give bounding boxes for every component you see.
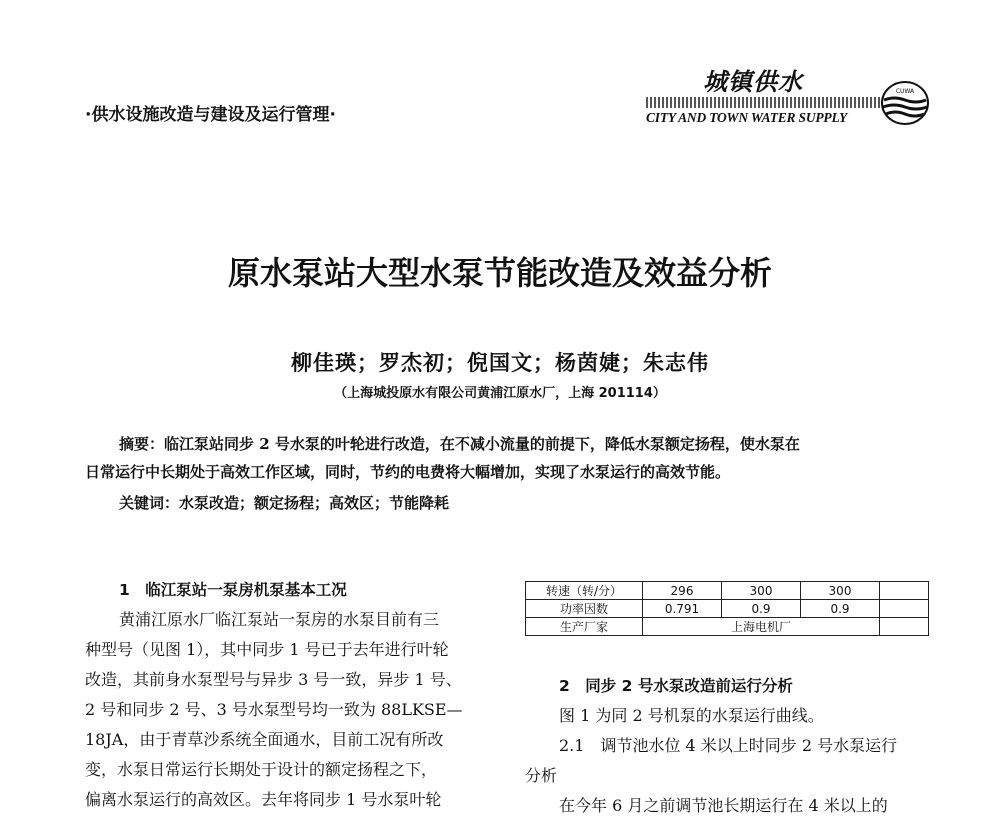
abstract-line-2: 日常运行中长期处于高效工作区域，同时，节约的电费将大幅增加，实现了水泵运行的高效节能。 — [85, 463, 731, 481]
body-line: 在今年 6 月之前调节池长期运行在 4 米以上的 — [559, 796, 888, 815]
body-line: 种型号（见图 1），其中同步 1 号已于去年进行叶轮 — [85, 640, 449, 659]
table-cell-merged: 上海电机厂 — [643, 618, 880, 636]
body-line: 改造，其前身水泵型号与异步 3 号一致，异步 1 号、 — [85, 670, 462, 689]
table-row — [526, 582, 929, 600]
keywords-text: 水泵改造；额定扬程；高效区；节能降耗 — [179, 494, 450, 512]
table-cell — [880, 600, 929, 618]
header-shade-bar — [646, 97, 882, 108]
body-line: 黄浦江原水厂临江泵站一泵房的水泵目前有三 — [119, 610, 440, 629]
journal-title-en: CITY AND TOWN WATER SUPPLY — [646, 110, 848, 125]
table-cell: 0.791 — [643, 600, 722, 618]
table-row — [526, 618, 929, 636]
table-row-label: 功率因数 — [526, 600, 643, 618]
keywords — [119, 492, 449, 513]
body-line: 18JA，由于青草沙系统全面通水，目前工况有所改 — [85, 730, 444, 749]
body-line: 变，水泵日常运行长期处于设计的额定扬程之下， — [85, 760, 438, 779]
section-1-heading: 1 临江泵站一泵房机泵基本工况 — [119, 581, 347, 599]
abstract-line-1: 临江泵站同步 2 号水泵的叶轮进行改造，在不减小流量的前提下，降低水泵额定扬程，使水泵在 — [164, 435, 800, 453]
subsection-2-1-heading: 2.1 调节池水位 4 米以上时同步 2 号水泵运行 — [559, 736, 898, 755]
logo-text: CUWA — [895, 88, 915, 95]
article-title: 原水泵站大型水泵节能改造及效益分析 — [227, 254, 772, 292]
abstract — [85, 430, 930, 486]
table-cell: 300 — [801, 582, 880, 600]
table-cell: 300 — [722, 582, 801, 600]
table-row-label: 转速（转/分） — [526, 582, 643, 600]
section-header: ·供水设施改造与建设及运行管理· — [85, 105, 336, 125]
abstract-label: 摘要： — [119, 435, 165, 453]
section-2-heading: 2 同步 2 号水泵改造前运行分析 — [559, 677, 793, 695]
body-line: 分析 — [525, 766, 558, 785]
right-column — [525, 671, 935, 821]
body-line: 图 1 为同 2 号机泵的水泵运行曲线。 — [559, 706, 824, 725]
article-affiliation: （上海城投原水有限公司黄浦江原水厂，上海 201114） — [334, 386, 666, 401]
journal-logo-icon — [880, 80, 930, 126]
journal-title-cn: 城镇供水 — [703, 67, 803, 96]
left-column — [85, 575, 495, 815]
table-cell — [880, 582, 929, 600]
table-cell — [880, 618, 929, 636]
body-line: 偏离水泵运行的高效区。去年将同步 1 号水泵叶轮 — [85, 790, 442, 809]
article-authors: 柳佳瑛；罗杰初；倪国文；杨茵婕；朱志伟 — [291, 350, 709, 375]
body-line: 2 号和同步 2 号、3 号水泵型号均一致为 88LKSE— — [85, 700, 463, 719]
table-cell: 0.9 — [801, 600, 880, 618]
motor-spec-table — [525, 581, 929, 636]
table-row-label: 生产厂家 — [526, 618, 643, 636]
table-cell: 0.9 — [722, 600, 801, 618]
table-row — [526, 600, 929, 618]
table-cell: 296 — [643, 582, 722, 600]
keywords-label: 关键词： — [119, 494, 180, 512]
